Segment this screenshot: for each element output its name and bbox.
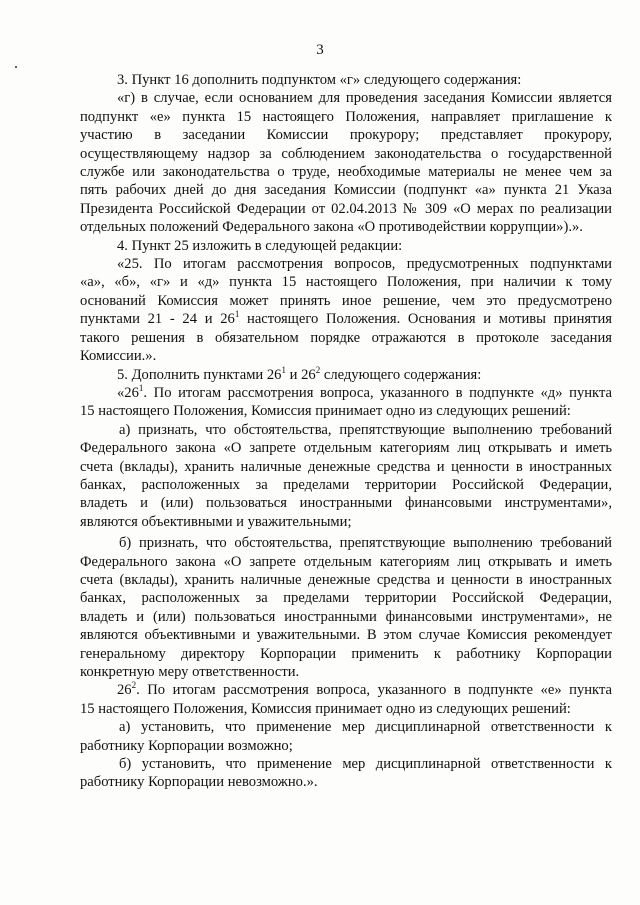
item-4-line: оснований Комиссия может принять иное решение, чем это предусмотрено bbox=[80, 292, 612, 309]
item-5-heading bbox=[80, 366, 612, 384]
item-3-line: Президента Российской Федерации от 02.04.2013 № 309 «О мерах по реализации bbox=[80, 200, 612, 217]
item-4-line: «а», «б», «г» и «д» пункта 15 настоящего Положения, при наличии к тому bbox=[80, 274, 612, 291]
subclause-a-line: владеть и (или) пользоваться иностранными финансовыми инструментами», bbox=[80, 495, 612, 512]
clause-26-2-text: . По итогам рассмотрения вопроса, указанного в подпункте «е» пункта bbox=[136, 682, 612, 699]
superscript: 1 bbox=[234, 309, 240, 320]
subclause-b2-line: б) установить, что применение мер дисциплинарной ответственности к bbox=[119, 756, 612, 773]
clause-26-2-line: 15 настоящего Положения, Комиссия принимает одно из следующих решений: bbox=[80, 700, 571, 717]
item-3-line: службе или законодательства о труде, необходимые материалы не менее чем за bbox=[80, 164, 612, 181]
subclause-a-line: а) признать, что обстоятельства, препятствующие выполнению требований bbox=[119, 421, 612, 438]
document-body bbox=[80, 71, 612, 792]
item-4-line: Комиссии.». bbox=[80, 348, 157, 365]
subclause-a2-line: а) установить, что применение мер дисциплинарной ответственности к bbox=[119, 719, 612, 736]
clause-26-1-text: . По итогам рассмотрения вопроса, указанного в подпункте «д» пункта bbox=[143, 384, 612, 401]
item-4-line bbox=[80, 310, 612, 328]
item-3-line: «г) в случае, если основанием для проведения заседания Комиссии является bbox=[117, 90, 612, 107]
item-4-heading: 4. Пункт 25 изложить в следующей редакции: bbox=[117, 237, 403, 254]
subclause-b-line: Федерального закона «О запрете отдельным категориям лиц открывать и иметь bbox=[80, 553, 612, 570]
subclause-b-line: б) признать, что обстоятельства, препятствующие выполнению требований bbox=[119, 535, 612, 552]
item-4-line: такого решения в обязательном порядке отражаются в протоколе заседания bbox=[80, 329, 612, 346]
clause-26-1-line: 15 настоящего Положения, Комиссия принимает одно из следующих решений: bbox=[80, 403, 571, 420]
page-number: 3 bbox=[316, 42, 324, 58]
item-5-text: 5. Дополнить пунктами 26 bbox=[117, 366, 282, 383]
clause-26-1-text: «26 bbox=[117, 384, 139, 401]
subclause-a2-line: работнику Корпорации возможно; bbox=[80, 737, 293, 754]
clause-26-2-line bbox=[80, 681, 612, 699]
subclause-b-line: являются объективными и уважительными. В этом случае Комиссия рекомендует bbox=[80, 627, 612, 644]
superscript: 1 bbox=[281, 364, 286, 375]
item-4-text: пунктами 21 - 24 и 26 bbox=[80, 311, 235, 328]
item-3-heading: 3. Пункт 16 дополнить подпунктом «г» следующего содержания: bbox=[117, 72, 522, 88]
subclause-a-line: являются объективными и уважительными; bbox=[80, 513, 352, 530]
item-5-text: следующего содержания: bbox=[320, 366, 482, 383]
item-4-line: «25. По итогам рассмотрения вопросов, предусмотренных подпунктами bbox=[117, 256, 612, 273]
subclause-b-line: банках, расположенных за пределами территории Российской Федерации, bbox=[80, 590, 612, 607]
subclause-a-line: счета (вклады), хранить наличные денежные средства и ценности в иностранных bbox=[80, 458, 612, 475]
superscript: 1 bbox=[138, 382, 144, 393]
subclause-b-line: владеть и (или) пользоваться иностранными финансовыми инструментами», не bbox=[80, 608, 612, 625]
item-3-line: пять рабочих дней до дня заседания Комиссии (подпункт «а» пункта 21 Указа bbox=[80, 182, 612, 199]
item-3-line: участию в заседании Комиссии прокурору; представляет прокурору, bbox=[80, 127, 612, 144]
subclause-a-line: банках, расположенных за пределами территории Российской Федерации, bbox=[80, 476, 612, 493]
item-5-text: и 26 bbox=[285, 366, 316, 383]
subclause-b-line: конкретную меру ответственности. bbox=[80, 664, 300, 680]
superscript: 2 bbox=[315, 364, 321, 375]
item-4-text: настоящего Положения. Основания и мотивы принятия bbox=[239, 311, 612, 328]
item-3-line: отдельных положений Федерального закона «О противодействии коррупции»).». bbox=[80, 219, 583, 236]
subclause-a-line: Федерального закона «О запрете отдельным категориям лиц открывать и иметь bbox=[80, 440, 612, 457]
clause-26-1-line bbox=[80, 384, 612, 402]
scan-speck bbox=[15, 66, 17, 68]
item-3-line: подпункт «е» пункта 15 настоящего Положения, направляет приглашение к bbox=[80, 108, 612, 125]
subclause-b-line: счета (вклады), хранить наличные денежные средства и ценности в иностранных bbox=[80, 571, 612, 588]
subclause-b2-line: работнику Корпорации невозможно.». bbox=[80, 774, 318, 791]
item-3-line: осуществляющему надзор за соблюдением законодательства о государственной bbox=[80, 145, 612, 162]
clause-26-2-text: 26 bbox=[117, 682, 132, 699]
superscript: 2 bbox=[131, 680, 137, 691]
subclause-b-line: генеральному директору Корпорации применить к работнику Корпорации bbox=[80, 645, 612, 662]
